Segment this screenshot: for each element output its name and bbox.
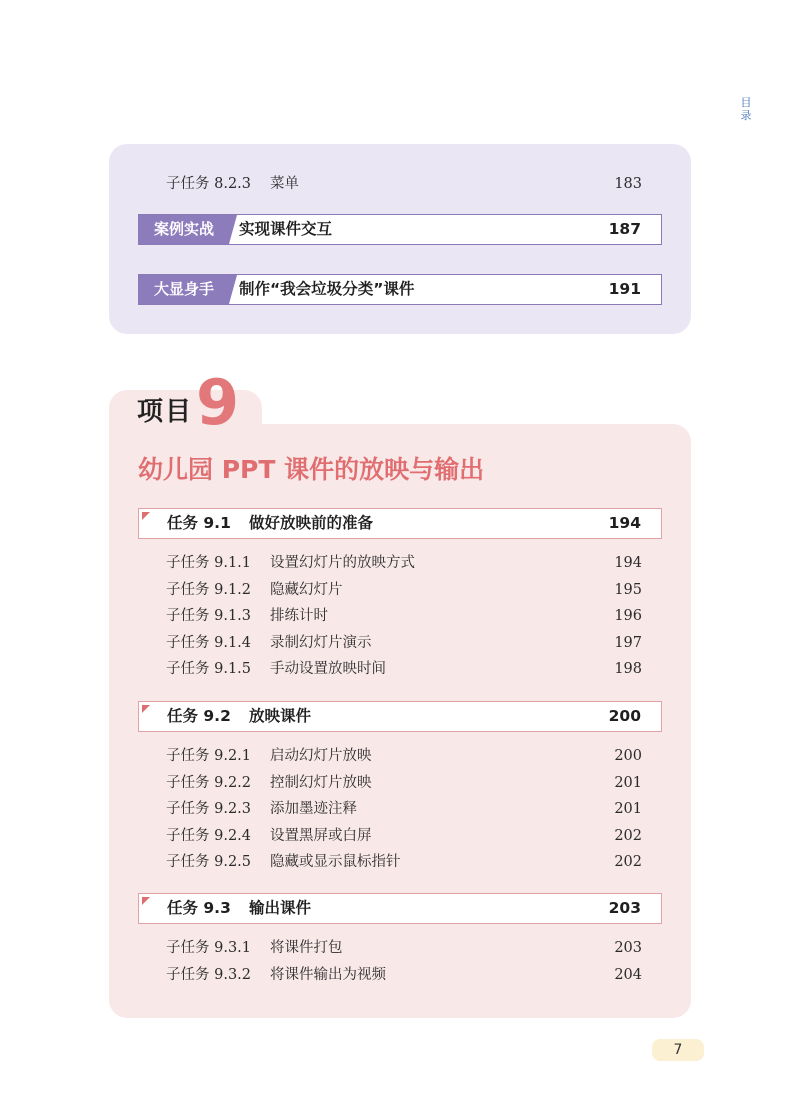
toc-subtask-entry[interactable] xyxy=(166,850,642,874)
subtask-page: 197 xyxy=(614,634,642,651)
task-title: 放映课件 xyxy=(249,707,312,725)
feature-title: 制作“我会垃圾分类”课件 xyxy=(239,280,415,298)
subtask-number: 子任务 9.1.2 xyxy=(166,581,252,598)
feature-tag: 案例实战 xyxy=(139,215,229,244)
subtask-title: 控制幻灯片放映 xyxy=(270,774,372,791)
toc-task-9-1[interactable] xyxy=(138,508,662,539)
subtask-page: 201 xyxy=(614,801,642,817)
toc-feature-show-skills[interactable] xyxy=(138,274,662,305)
side-tab-toc[interactable]: 目录 xyxy=(740,96,752,122)
subtask-page: 204 xyxy=(614,966,642,983)
subtask-title: 录制幻灯片演示 xyxy=(270,634,372,651)
subtask-page: 202 xyxy=(614,854,642,870)
toc-subtask-entry[interactable] xyxy=(166,604,642,628)
task-title: 输出课件 xyxy=(249,899,312,917)
subtask-title: 启动幻灯片放映 xyxy=(270,748,372,764)
subtask-number: 子任务 9.1.3 xyxy=(166,608,252,624)
task-number: 任务 9.1 xyxy=(167,514,231,532)
subtask-number: 子任务 9.2.1 xyxy=(166,748,252,764)
task-page: 203 xyxy=(608,899,641,917)
subtask-title: 添加墨迹注释 xyxy=(270,801,357,817)
feature-page: 191 xyxy=(608,280,641,298)
subtask-number: 子任务 9.2.5 xyxy=(166,854,252,870)
project-label: 项目 xyxy=(137,397,194,427)
toc-subtask-entry[interactable] xyxy=(166,824,642,848)
task-page: 194 xyxy=(608,514,641,532)
subtask-title: 菜单 xyxy=(270,176,299,192)
toc-feature-case-practice[interactable] xyxy=(138,214,662,245)
subtask-title: 排练计时 xyxy=(270,608,328,624)
toc-subtask-entry[interactable] xyxy=(166,936,642,960)
subtask-page: 195 xyxy=(614,581,642,598)
subtask-page: 201 xyxy=(614,774,642,791)
toc-subtask-entry[interactable] xyxy=(166,578,642,602)
subtask-page: 183 xyxy=(614,176,642,192)
subtask-title: 隐藏或显示鼠标指针 xyxy=(270,854,401,870)
subtask-title: 手动设置放映时间 xyxy=(270,661,386,677)
project-number: 9 xyxy=(196,366,240,439)
toc-subtask-entry[interactable] xyxy=(166,551,642,575)
toc-subtask-entry[interactable] xyxy=(166,744,642,768)
feature-title: 实现课件交互 xyxy=(239,220,333,238)
toc-subtask-entry[interactable] xyxy=(166,631,642,655)
subtask-page: 202 xyxy=(614,827,642,844)
subtask-page: 194 xyxy=(614,555,642,571)
toc-task-9-2[interactable] xyxy=(138,701,662,732)
subtask-title: 设置幻灯片的放映方式 xyxy=(270,555,415,571)
subtask-number: 子任务 9.3.2 xyxy=(166,966,252,983)
task-number: 任务 9.3 xyxy=(167,899,231,917)
subtask-page: 200 xyxy=(614,748,642,764)
subtask-number: 子任务 9.1.4 xyxy=(166,634,252,651)
subtask-title: 设置黑屏或白屏 xyxy=(270,827,372,844)
task-number: 任务 9.2 xyxy=(167,707,231,725)
subtask-title: 隐藏幻灯片 xyxy=(270,581,343,598)
subtask-page: 203 xyxy=(614,940,642,956)
subtask-page: 198 xyxy=(614,661,642,677)
subtask-number: 子任务 9.3.1 xyxy=(166,940,252,956)
toc-subtask-entry[interactable] xyxy=(166,172,642,196)
toc-task-9-3[interactable] xyxy=(138,893,662,924)
toc-subtask-entry[interactable] xyxy=(166,963,642,987)
subtask-number: 子任务 9.2.4 xyxy=(166,827,252,844)
corner-triangle-icon xyxy=(142,512,150,520)
page-number: 7 xyxy=(652,1039,704,1061)
subtask-number: 子任务 8.2.3 xyxy=(166,176,252,192)
subtask-page: 196 xyxy=(614,608,642,624)
task-title: 做好放映前的准备 xyxy=(249,514,374,532)
corner-triangle-icon xyxy=(142,897,150,905)
subtask-number: 子任务 9.2.3 xyxy=(166,801,252,817)
corner-triangle-icon xyxy=(142,705,150,713)
toc-subtask-entry[interactable] xyxy=(166,797,642,821)
feature-page: 187 xyxy=(608,220,641,238)
toc-subtask-entry[interactable] xyxy=(166,657,642,681)
subtask-number: 子任务 9.2.2 xyxy=(166,774,252,791)
subtask-title: 将课件打包 xyxy=(270,940,343,956)
task-page: 200 xyxy=(608,707,641,725)
subtask-number: 子任务 9.1.1 xyxy=(166,555,252,571)
subtask-number: 子任务 9.1.5 xyxy=(166,661,252,677)
subtask-title: 将课件输出为视频 xyxy=(270,966,386,983)
toc-subtask-entry[interactable] xyxy=(166,771,642,795)
feature-tag: 大显身手 xyxy=(139,275,229,304)
project-title: 幼儿园 PPT 课件的放映与输出 xyxy=(138,455,485,484)
